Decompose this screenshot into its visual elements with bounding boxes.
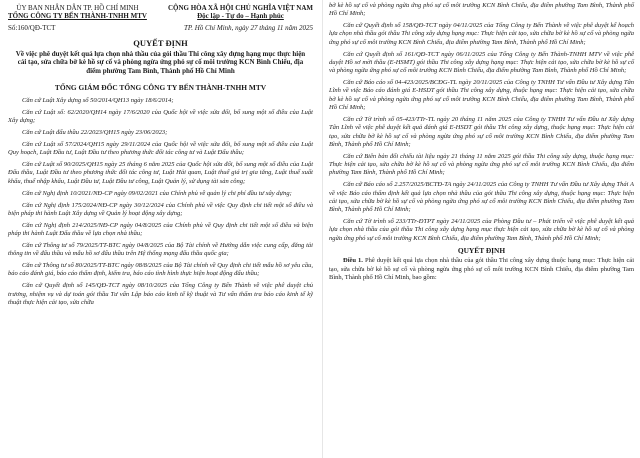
document-meta <box>8 24 313 32</box>
legal-basis-clause: Căn cứ Thông tư số 80/2025/TT-BTC ngày 08/8/2025 của Bộ Tài chính về Quy định chi tiết mẫu hồ sơ yêu cầu, báo cáo đánh giá, báo cáo thẩm định, kiểm tra, báo cáo tình hình thực hiện hoạt động đấu thầu; <box>8 262 313 278</box>
legal-basis-clause: Căn cứ Biên bản đối chiếu tài liệu ngày 21 tháng 11 năm 2025 gói thầu Thi công xây dựng, thuộc hạng mục: Thực hiện cải tạo, sửa chữa bờ kè hồ sự cố và phòng ngừa ứng phó sự cố môi trường KCN Bình Chiểu, địa điểm phường Tam Bình, Thành phố Hồ Chí Minh; <box>329 152 634 177</box>
issuing-organization <box>8 4 147 21</box>
legal-basis-clause: Căn cứ Quyết định số 161/QĐ-TCT ngày 06/11/2025 của Tổng Công ty Bến Thành-TNHH MTV về việc phê duyệt Hồ sơ mời thầu (E-HSMT) gói thầu Thi công xây dựng hạng mục: Thực hiện cải tạo, sửa chữa bờ kè hồ sự cố và phòng ngừa ứng phó sự cố môi trường KCN Bình Chiểu, địa điểm phường Tam Bình, Thành phố Hồ Chí Minh; <box>329 50 634 75</box>
national-motto <box>168 4 313 21</box>
issuing-authority: TỔNG GIÁM ĐỐC TỔNG CÔNG TY BẾN THÀNH-TNHH MTV <box>54 83 267 93</box>
legal-basis-clause: Căn cứ Tờ trình số 05-423/TTr-TL ngày 20 tháng 11 năm 2025 của Công ty TNHH Tư vấn Đầu tư Xây dựng Tân Lĩnh về việc phê duyệt kết quả đánh giá E-HSDT gói thầu Thi công xây dựng, thuộc hạng mục: Thực hiện cải tạo, sửa chữa bờ kè hồ sự cố và phòng ngừa ứng phó sự cố môi trường KCN Bình Chiểu, địa điểm phường Tam Bình, Thành phố Hồ Chí Minh; <box>329 115 634 148</box>
legal-basis-clause: Căn cứ Nghị định 214/2025/NĐ-CP ngày 04/8/2025 của Chính phủ về Quy định chi tiết một số điều và biện pháp thi hành Luật Đấu thầu về lựa chọn nhà thầu; <box>8 221 313 238</box>
legal-basis-clause: Căn cứ Luật Xây dựng số 50/2014/QH13 ngày 18/6/2014; <box>22 97 174 105</box>
article-1 <box>329 257 634 282</box>
left-clause-list <box>8 97 313 307</box>
legal-basis-clause: Căn cứ Luật số 57/2024/QH15 ngày 29/11/2024 của Quốc hội về việc sửa đổi, bổ sung một số điều của Luật Quy hoạch, Luật Đầu tư, Luật Đầu tư theo phương thức đối tác công tư và Luật Đấu thầu; <box>8 141 313 157</box>
article-1-text: Phê duyệt kết quả lựa chọn nhà thầu của gói thầu Thi công xây dựng thuộc hạng mục: Thực hiện cải tạo, sửa chữa bờ kè hồ sự cố và phòng ngừa ứng phó sự cố môi trường KCN Bình Chiểu, địa điểm phường Tam Bình, Thành phố Hồ Chí Minh, bao gồm: <box>329 257 635 282</box>
legal-basis-clause-continued: bờ kè hồ sự cố và phòng ngừa ứng phó sự cố môi trường KCN Bình Chiểu, địa điểm phường Tam Bình, Thành phố Hồ Chí Minh; <box>329 2 634 18</box>
legal-basis-clause: Căn cứ Báo cáo số 2.257/2025/BCTĐ-TA ngày 24/11/2025 của Công ty TNHH Tư vấn Đầu tư Xây dựng Thái A về việc Báo cáo thẩm định kết quả lựa chọn nhà thầu của gói thầu Thi công xây dựng, thuộc hạng mục: Thực hiện cải tạo, sửa chữa bờ kè hồ sự cố và phòng ngừa ứng phó sự cố môi trường KCN Bình Chiểu, địa điểm phường Tam Bình, Thành phố Hồ Chí Minh; <box>329 181 634 214</box>
document-date: TP. Hồ Chí Minh, ngày 27 tháng 11 năm 2025 <box>183 23 313 32</box>
legal-basis-clause: Căn cứ Quyết định số 158/QĐ-TCT ngày 04/11/2025 của Tổng Công ty Bến Thành về việc phê duyệt kế hoạch lựa chọn nhà thầu gói thầu Thi công xây dựng hạng mục: Thực hiện cải tạo, sửa chữa bờ kè hồ sự cố và phòng ngừa ứng phó sự cố môi trường KCN Bình Chiểu, địa điểm phường Tam Bình, Thành phố Hồ Chí Minh; <box>329 22 634 46</box>
legal-basis-clause: Căn cứ Quyết định số 145/QĐ-TCT ngày 08/10/2025 của Tổng Công ty Bến Thành về việc phê duyệt chủ trương, nhiệm vụ và dự toán gói thầu Tư vấn Lập báo cáo kinh tế kỹ thuật và Tư vấn thẩm tra báo cáo kinh tế kỹ thuật thực hiện cải tạo, sửa chữa <box>8 282 313 306</box>
document-title: QUYẾT ĐỊNH <box>133 37 188 48</box>
org-line-1: ỦY BAN NHÂN DÂN TP. HỒ CHÍ MINH <box>16 4 139 12</box>
legal-basis-clause: Căn cứ Nghị định 10/2021/NĐ-CP ngày 09/02/2021 của Chính phủ về quản lý chi phí đầu tư xây dựng; <box>22 189 292 197</box>
org-line-2: TỔNG CÔNG TY BẾN THÀNH-TNHH MTV <box>8 12 147 21</box>
legal-basis-clause: Căn cứ Luật số 90/2025/QH15 ngày 25 tháng 6 năm 2025 của Quốc hội sửa đổi, bổ sung một số điều của Luật Đấu thầu, Luật Đầu tư theo phương thức đối tác công tư, Luật Hải quan, Luật thuế giá trị gia tăng, Luật thuế xuất khẩu, thuế nhập khẩu, Luật Đầu tư, Luật Đầu tư công, Luật Quản lý, sử dụng tài sản công; <box>8 161 313 185</box>
nation-line-1: CỘNG HÒA XÃ HỘI CHỦ NGHĨA VIỆT NAM <box>167 4 313 12</box>
legal-basis-clause: Căn cứ Luật số: 62/2020/QH14 ngày 17/6/2020 của Quốc hội về việc sửa đổi, bổ sung một số điều của Luật Xây dựng; <box>8 108 313 125</box>
legal-basis-clause: Căn cứ Nghị định 175/2024/NĐ-CP ngày 30/12/2024 của Chính phủ về việc Quy định chi tiết một số điều và biện pháp thi hành Luật Xây dựng về Quản lý hoạt động xây dựng; <box>8 201 313 217</box>
page-left <box>0 0 319 458</box>
legal-basis-clause: Căn cứ Luật đấu thầu 22/2023/QH15 ngày 23/06/2023; <box>22 129 168 137</box>
page-right <box>322 0 640 458</box>
document-number: Số:160/QĐ-TCT <box>8 23 56 32</box>
legal-basis-clause: Căn cứ Tờ trình số 233/TTr-ĐTPT ngày 24/11/2025 của Phòng Đầu tư – Phát triển về việc phê duyệt kết quả lựa chọn nhà thầu của gói thầu Thi công xây dựng hạng mục thực hiện cải tạo, sửa chữa bờ kè hồ sự cố và phòng ngừa ứng phó sự cố môi trường KCN Bình Chiểu, địa điểm phường Tam Bình, Thành phố Hồ Chí Minh; <box>329 217 634 242</box>
document-subject: Về việc phê duyệt kết quả lựa chọn nhà thầu của gói thầu Thi công xây dựng hạng mục thực hiện cải tạo, sửa chữa bờ kè hồ sự cố và phòng ngừa ứng phó sự cố môi trường KCN Bình Chiểu, địa điểm phường Tam Bình, Thành phố Hồ Chí Minh <box>15 49 306 75</box>
article-1-label: Điều 1. <box>343 257 363 265</box>
document-header <box>8 4 313 21</box>
right-clause-list <box>329 2 634 243</box>
nation-line-2: Độc lập - Tự do – Hạnh phúc <box>197 12 284 21</box>
legal-basis-clause: Căn cứ Báo cáo số 04-423/2025/BCĐG-TL ngày 20/11/2025 của Công ty TNHH Tư vấn Đầu tư Xây dựng Tân Lĩnh về việc Báo cáo đánh giá E-HSDT gói thầu Thi công xây dựng, thuộc hạng mục: Thực hiện cải tạo, sửa chữa bờ kè hồ sự cố và phòng ngừa ứng phó sự cố môi trường KCN Bình Chiểu, địa điểm phường Tam Bình, Thành phố Hồ Chí Minh; <box>329 79 634 112</box>
legal-basis-clause: Căn cứ Thông tư số 79/2025/TT-BTC ngày 04/8/2025 của Bộ Tài chính về Hướng dẫn việc cung cấp, đăng tải thông tin về đấu thầu và mẫu hồ sơ đấu thầu trên Hệ thống mạng đấu thầu quốc gia; <box>8 241 313 258</box>
decision-heading: QUYẾT ĐỊNH <box>457 246 506 256</box>
